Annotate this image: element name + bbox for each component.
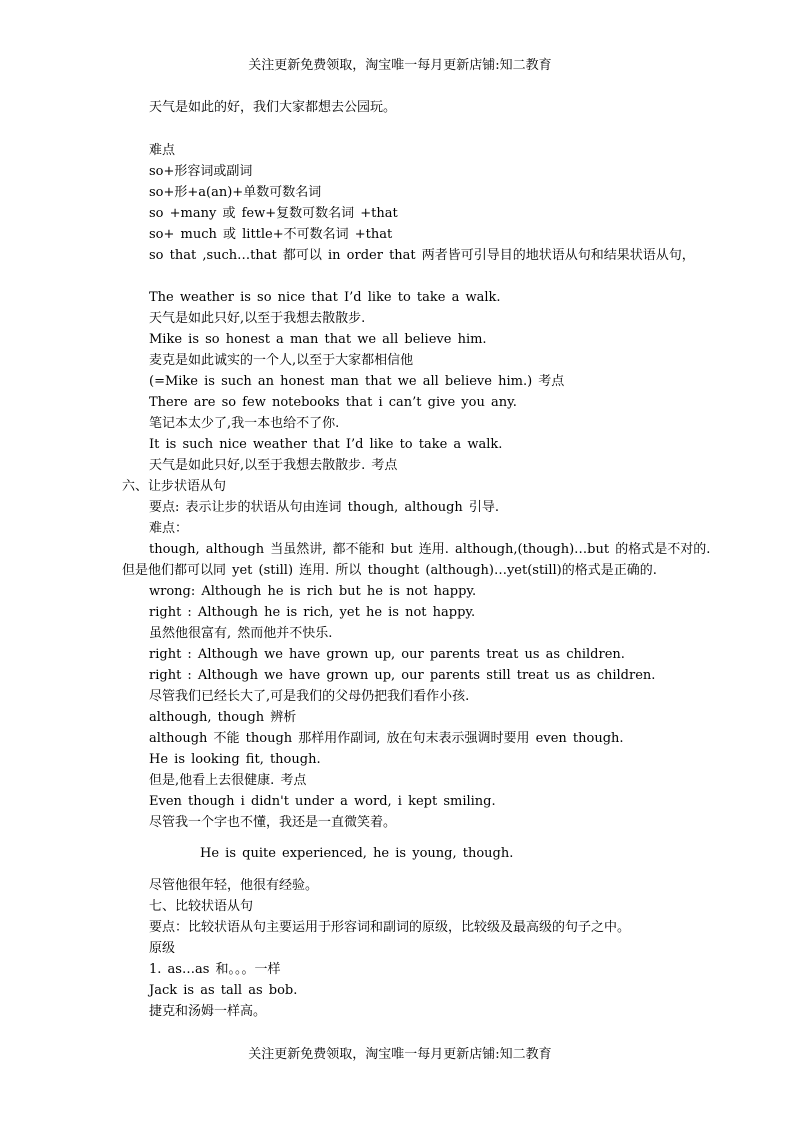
text-line: 难点 xyxy=(149,143,176,158)
text-line: 原级 xyxy=(149,941,176,956)
text-line: He is quite experienced, he is young, though. xyxy=(200,846,514,861)
text-line: 难点： xyxy=(149,521,189,536)
text-line: 笔记本太少了,我一本也给不了你. xyxy=(149,416,340,431)
text-line: It is such nice weather that I’d like to take a walk. xyxy=(149,437,503,452)
text-line: so +many 或 few+复数可数名词 +that xyxy=(149,206,398,221)
section-heading: 七、比较状语从句 xyxy=(149,899,254,914)
text-line: wrong: Although he is rich but he is not happy. xyxy=(149,584,477,599)
text-line: so+形+a(an)+单数可数名词 xyxy=(149,185,322,200)
text-line: although 不能 though 那样用作副词, 放在句末表示强调时要用 even though. xyxy=(149,731,624,746)
text-line: so+ much 或 little+不可数名词 +that xyxy=(149,227,393,242)
text-line: so that ,such…that 都可以 in order that 两者皆可引导目的地状语从句和结果状语从句， xyxy=(149,248,695,263)
text-line: though, although 当虽然讲, 都不能和 but 连用. although,(though)…but 的格式是不对的. xyxy=(149,542,711,557)
text-line: although, though 辨析 xyxy=(149,710,297,725)
text-line: 1. as…as 和。。。一样 xyxy=(149,962,281,977)
text-line: 麦克是如此诚实的一个人,以至于大家都相信他 xyxy=(149,353,414,368)
text-line: Mike is so honest a man that we all believe him. xyxy=(149,332,487,347)
text-line: right : Although he is rich, yet he is not happy. xyxy=(149,605,476,620)
text-line: The weather is so nice that I’d like to take a walk. xyxy=(149,290,501,305)
text-line: 天气是如此的好，我们大家都想去公园玩。 xyxy=(149,100,397,115)
text-line: 虽然他很富有, 然而他并不快乐. xyxy=(149,626,333,641)
text-line: 但是他们都可以同 yet (still) 连用. 所以 thought (although)…yet(still)的格式是正确的. xyxy=(122,563,657,578)
page-header: 关注更新免费领取，淘宝唯一每月更新店铺:知二教育 xyxy=(248,58,552,73)
text-line: right : Although we have grown up, our parents treat us as children. xyxy=(149,647,625,662)
text-line: He is looking fit, though. xyxy=(149,752,321,767)
text-line: Jack is as tall as bob. xyxy=(149,983,298,998)
text-line: 捷克和汤姆一样高。 xyxy=(149,1004,267,1019)
text-line: There are so few notebooks that i can’t give you any. xyxy=(149,395,517,410)
text-line: 天气是如此只好,以至于我想去散散步. xyxy=(149,311,366,326)
text-line: 要点：比较状语从句主要运用于形容词和副词的原级，比较级及最高级的句子之中。 xyxy=(149,920,631,935)
text-line: (=Mike is such an honest man that we all believe him.) 考点 xyxy=(149,374,565,389)
text-line: Even though i didn't under a word, i kept smiling. xyxy=(149,794,496,809)
text-line: 天气是如此只好,以至于我想去散散步. 考点 xyxy=(149,458,398,473)
section-heading: 六、让步状语从句 xyxy=(122,479,227,494)
text-line: 尽管他很年轻，他很有经验。 xyxy=(149,878,319,893)
text-line: 尽管我一个字也不懂，我还是一直微笑着。 xyxy=(149,815,397,830)
text-line: so+形容词或副词 xyxy=(149,164,253,179)
text-line: 但是,他看上去很健康. 考点 xyxy=(149,773,307,788)
text-line: 尽管我们已经长大了,可是我们的父母仍把我们看作小孩. xyxy=(149,689,470,704)
text-line: 要点: 表示让步的状语从句由连词 though, although 引导. xyxy=(149,500,500,515)
text-line: right : Although we have grown up, our parents still treat us as children. xyxy=(149,668,656,683)
page-footer: 关注更新免费领取，淘宝唯一每月更新店铺:知二教育 xyxy=(248,1047,552,1062)
